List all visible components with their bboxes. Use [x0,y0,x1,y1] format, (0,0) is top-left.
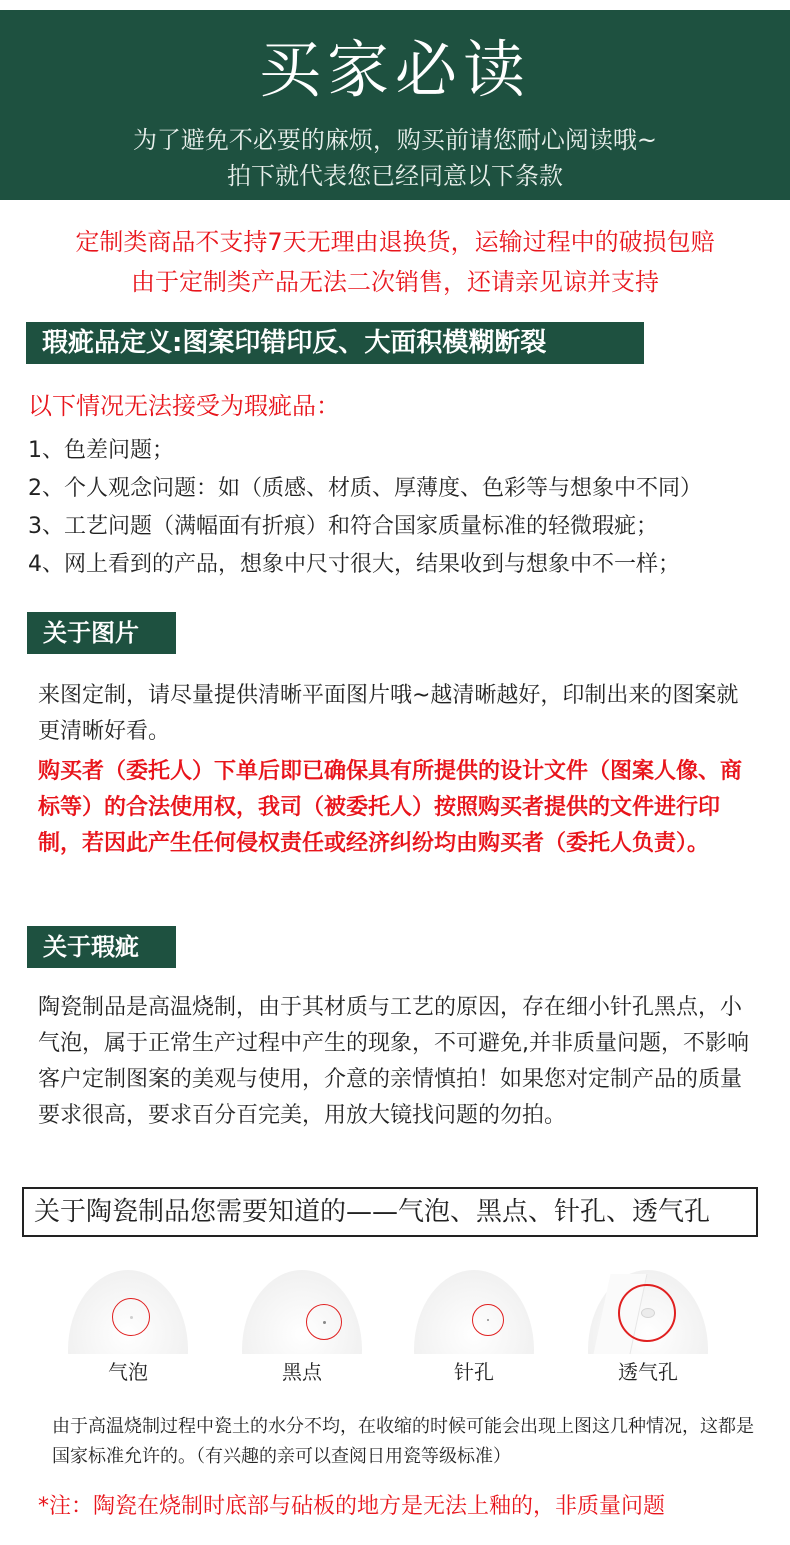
header-subtitle-1: 为了避免不必要的麻烦，购买前请您耐心阅读哦~ [132,126,658,154]
page-title: 买家必读 [258,33,531,106]
sample-label-bubble: 气泡 [108,1360,148,1384]
sample-label-black-dot: 黑点 [282,1360,322,1384]
defect-item-2: 2、个人观念问题：如（质感、材质、厚薄度、色彩等与想象中不同） [28,476,702,501]
ceramics-heading-box: 关于陶瓷制品您需要知道的——气泡、黑点、针孔、透气孔 [22,1187,758,1237]
ceramics-footnote: *注：陶瓷在烧制时底部与砧板的地方是无法上釉的，非质量问题 [38,1494,666,1519]
pinhole-closeup-icon [414,1270,534,1354]
header-banner [0,10,790,200]
header-subtitle-2: 拍下就代表您已经同意以下条款 [227,162,563,190]
defect-item-4: 4、网上看到的产品，想象中尺寸很大，结果收到与想象中不一样； [28,552,680,577]
defect-definition-banner: 瑕疵品定义:图案印错印反、大面积模糊断裂 [26,322,644,364]
ceramics-note: 由于高温烧制过程中瓷土的水分不均，在收缩的时候可能会出现上图这几种情况，这都是国家标准允许的。（有兴趣的亲可以查阅日用瓷等级标准） [52,1416,754,1467]
black-dot-closeup-icon [242,1270,362,1354]
flaws-heading: 关于瑕疵 [27,926,176,968]
notice-line-2: 由于定制类产品无法二次销售，还请亲见谅并支持 [131,268,659,296]
defect-item-1: 1、色差问题； [28,438,174,463]
bubble-closeup-icon [68,1270,188,1354]
defect-intro: 以下情况无法接受为瑕疵品： [28,392,340,420]
vent-hole-closeup-icon [588,1270,708,1354]
images-heading: 关于图片 [27,612,176,654]
images-text: 来图定制，请尽量提供清晰平面图片哦~越清晰越好，印制出来的图案就更清晰好看。 [38,683,739,744]
notice-line-1: 定制类商品不支持7天无理由退换货，运输过程中的破损包赔 [75,228,715,256]
images-warning: 购买者（委托人）下单后即已确保具有所提供的设计文件（图案人像、商标等）的合法使用权，我司（被委托人）按照购买者提供的文件进行印制，若因此产生任何侵权责任或经济纠纷均由购买者（委托人负责）。 [38,759,743,856]
defect-item-3: 3、工艺问题（满幅面有折痕）和符合国家质量标准的轻微瑕疵； [28,514,658,539]
sample-label-pinhole: 针孔 [454,1360,494,1384]
sample-label-vent-hole: 透气孔 [618,1360,678,1384]
flaws-text: 陶瓷制品是高温烧制，由于其材质与工艺的原因，存在细小针孔黑点，小气泡，属于正常生产过程中产生的现象，不可避免,并非质量问题，不影响客户定制图案的美观与使用，介意的亲情慎拍！如果您对定制产品的质量要求很高，要求百分百完美，用放大镜找问题的勿拍。 [38,995,749,1128]
